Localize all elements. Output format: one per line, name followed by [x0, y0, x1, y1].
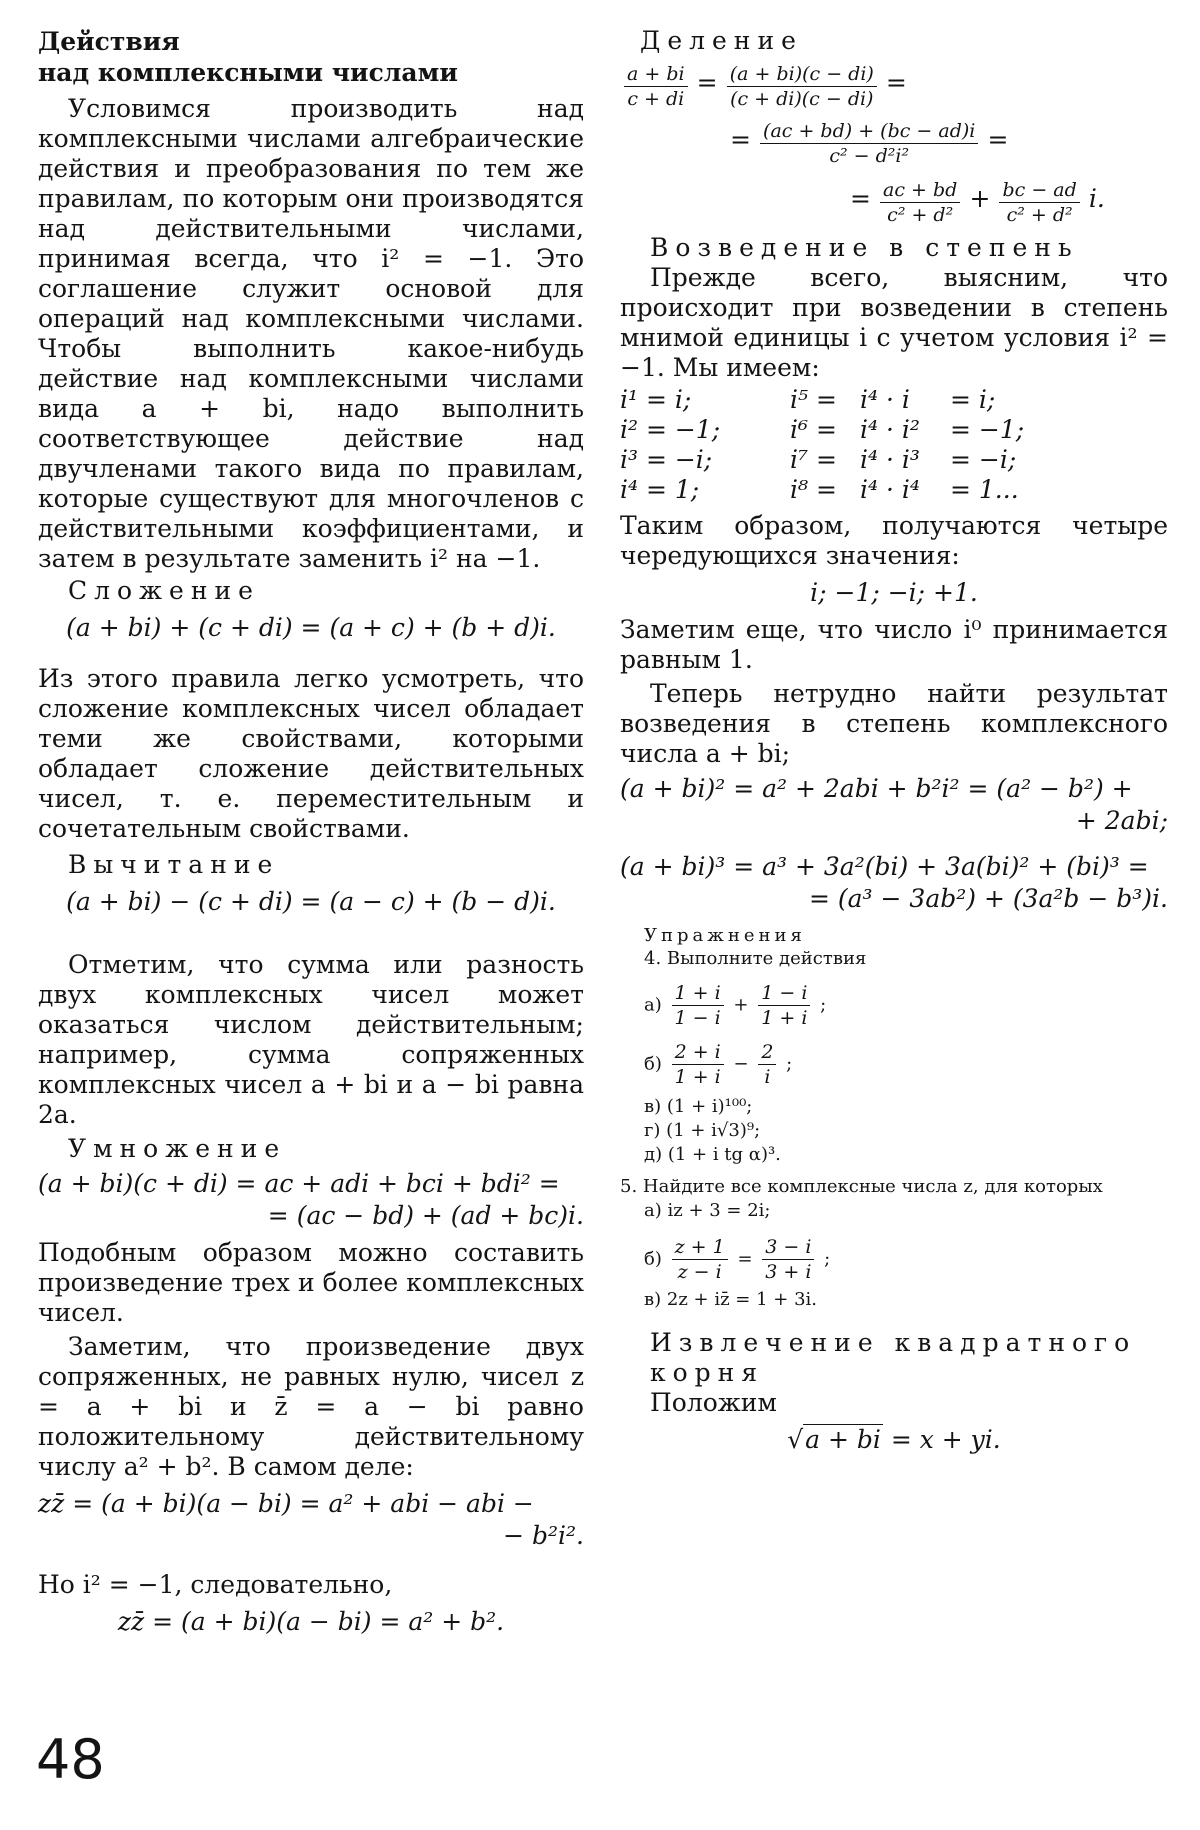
division-fraction: $\frac{bc - ad}{\text{c² + d²}}$ [999, 178, 1079, 227]
division-formula-line3: = $\frac{ac + bd}{\text{c² + d²}}$ + $\frac{bc - ad}{\text{c² + d²}}$ i. [850, 179, 1105, 226]
exercise-fraction: $\frac{2}{i}$ [758, 1040, 776, 1089]
conjugate-formula-line3: zz̄ = (a + bi)(a − bi) = a² + b². [117, 1607, 505, 1636]
division-fraction: $\frac{a + bi}{c + di}$ [624, 62, 688, 111]
square-formula-line2: + 2abi; [1075, 806, 1168, 835]
power-title: Возведение в степень [650, 233, 1079, 262]
power-cell: i¹ = i; [620, 385, 692, 414]
page-number: 48 [36, 1728, 105, 1791]
division-formula-line2: = $\frac{(ac + bd) + (bc - ad)i}{\text{c² − d²i²}}$ = [730, 120, 1009, 167]
exercise-4-title: 4. Выполните действия [644, 948, 867, 969]
left-column [38, 26, 584, 1638]
exercise-4a: а) $\frac{1 + i}{1 - i}$ + $\frac{1 - i}{1 + i}$ ; [644, 982, 827, 1029]
division-fraction: $\frac{ac + bd}{\text{c² + d²}}$ [880, 178, 960, 227]
square-formula-line1: (a + bi)² = a² + 2abi + b²i² = (a² − b²) + [620, 774, 1133, 803]
power-paragraph-2: Таким образом, получаются четыре чередующихся значения: [620, 511, 1168, 570]
cube-formula-line1: (a + bi)³ = a³ + 3a²(bi) + 3a(bi)² + (bi)³ = [620, 852, 1149, 881]
power-cell: i⁴ · i² [860, 415, 920, 444]
exercise-fraction: $\frac{3 - i}{3 + i}$ [762, 1235, 814, 1284]
power-cell: i⁴ · i⁴ [860, 475, 920, 504]
exercise-4v: в) (1 + i)¹⁰⁰; [644, 1096, 753, 1117]
power-cell: i³ = −i; [620, 445, 713, 474]
power-cell: i² = −1; [620, 415, 721, 444]
multiplication-title: Умножение [68, 1134, 287, 1163]
section-heading: Действия [38, 27, 180, 56]
power-cell: i⁶ = [790, 415, 837, 444]
intro-paragraph: Условимся производить над комплексными числами алгебраические действия и преобразования по тем же правилам, по которым они производятся над действительными числами, принимая всегда, что i² = −1. Это соглашение служит основой для операций над комплексными числами. Чтобы выполнить какое-нибудь действие над комплексными числами вида a + bi, надо выполнить соответствующее действие над двучленами такого вида по правилам, которые существуют для многочленов с действительными коэффициентами, и затем в результате заменить i² на −1. [38, 94, 584, 573]
conjugate-paragraph: Но i² = −1, следовательно, [38, 1570, 393, 1599]
addition-formula: (a + bi) + (c + di) = (a + c) + (b + d)i. [66, 613, 556, 642]
division-fraction: $\frac{(a + bi)(c - di)}{(c + di)(c - di)}$ [727, 62, 877, 111]
exercise-fraction: $\frac{1 - i}{1 + i}$ [758, 981, 810, 1030]
power-cell: i⁴ · i³ [860, 445, 920, 474]
section-heading-line2: над комплексными числами [38, 58, 458, 87]
sqrt-title: Извлечение квадратного корня [650, 1328, 1137, 1387]
power-cell: i⁵ = [790, 385, 837, 414]
power-paragraph-3: Заметим еще, что число i⁰ принимается равным 1. [620, 615, 1168, 674]
right-column [620, 26, 1168, 1456]
exercise-4b: б) $\frac{2 + i}{1 + i}$ − $\frac{2}{i}$ ; [644, 1041, 793, 1088]
multiplication-paragraph-2: Заметим, что произведение двух сопряженных, не равных нулю, чисел z = a + bi и z̄ = a − bi равно положительному действительному числу a² + b². В самом деле: [38, 1332, 584, 1481]
sqrt-formula: √a + bi = x + yi. [787, 1425, 1001, 1454]
exercise-4g: г) (1 + i√3)⁹; [644, 1120, 761, 1141]
multiplication-formula-line1: (a + bi)(c + di) = ac + adi + bci + bdi² = [38, 1169, 560, 1198]
power-cell: i⁸ = [790, 475, 837, 504]
exercises-title: Упражнения [644, 925, 806, 946]
addition-paragraph: Из этого правила легко усмотреть, что сложение комплексных чисел обладает теми же свойствами, которыми обладает сложение действительных чисел, т. е. переместительным и сочетательным свойствами. [38, 664, 584, 843]
exercise-5b: б) $\frac{z + 1}{z - i}$ = $\frac{3 - i}{3 + i}$ ; [644, 1236, 831, 1283]
power-paragraph-4: Теперь нетрудно найти результат возведения в степень комплексного числа a + bi; [620, 679, 1168, 768]
exercise-fraction: $\frac{1 + i}{1 - i}$ [672, 981, 724, 1030]
subtraction-title: Вычитание [68, 850, 280, 879]
conjugate-formula-line1: zz̄ = (a + bi)(a − bi) = a² + abi − abi − [38, 1489, 534, 1518]
exercise-fraction: $\frac{z + 1}{z - i}$ [672, 1235, 728, 1284]
exercise-5-title: 5. Найдите все комплексные числа z, для которых [620, 1176, 1103, 1197]
multiplication-paragraph-1: Подобным образом можно составить произведение трех и более комплексных чисел. [38, 1238, 584, 1327]
division-title: Деление [640, 26, 803, 55]
power-cell: = −1; [950, 415, 1025, 444]
exercise-fraction: $\frac{2 + i}{1 + i}$ [672, 1040, 724, 1089]
division-fraction: $\frac{(ac + bd) + (bc - ad)i}{\text{c² − d²i²}}$ [760, 119, 978, 168]
addition-title: Сложение [68, 576, 260, 605]
exercise-5v: в) 2z + iz̄ = 1 + 3i. [644, 1289, 818, 1310]
power-cell: = 1... [950, 475, 1019, 504]
sqrt-text: Положим [650, 1388, 777, 1417]
powers-table [620, 385, 1168, 505]
power-cell: = i; [950, 385, 996, 414]
subtraction-formula: (a + bi) − (c + di) = (a − c) + (b − d)i. [66, 887, 556, 916]
exercise-4d: д) (1 + i tg α)³. [644, 1144, 781, 1165]
power-paragraph: Прежде всего, выясним, что происходит при возведении в степень мнимой единицы i с учетом условия i² = −1. Мы имеем: [620, 263, 1168, 382]
division-formula-line1: $\frac{a + bi}{c + di}$ = $\frac{(a + bi)(c - di)}{(c + di)(c - di)}$ = [620, 62, 1168, 111]
cube-formula-line2: = (a³ − 3ab²) + (3a²b − b³)i. [809, 884, 1168, 913]
exercise-5a: а) iz + 3 = 2i; [644, 1200, 771, 1221]
multiplication-formula-line2: = (ac − bd) + (ad + bc)i. [267, 1201, 584, 1230]
power-cell: i⁷ = [790, 445, 837, 474]
power-cell: i⁴ · i [860, 385, 910, 414]
power-cell: i⁴ = 1; [620, 475, 700, 504]
power-cell: = −i; [950, 445, 1017, 474]
conjugate-formula-line2: − b²i². [503, 1521, 584, 1550]
four-values: i; −1; −i; +1. [810, 578, 978, 607]
subtraction-paragraph: Отметим, что сумма или разность двух комплексных чисел может оказаться числом действительным; например, сумма сопряженных комплексных чисел a + bi и a − bi равна 2a. [38, 950, 584, 1129]
